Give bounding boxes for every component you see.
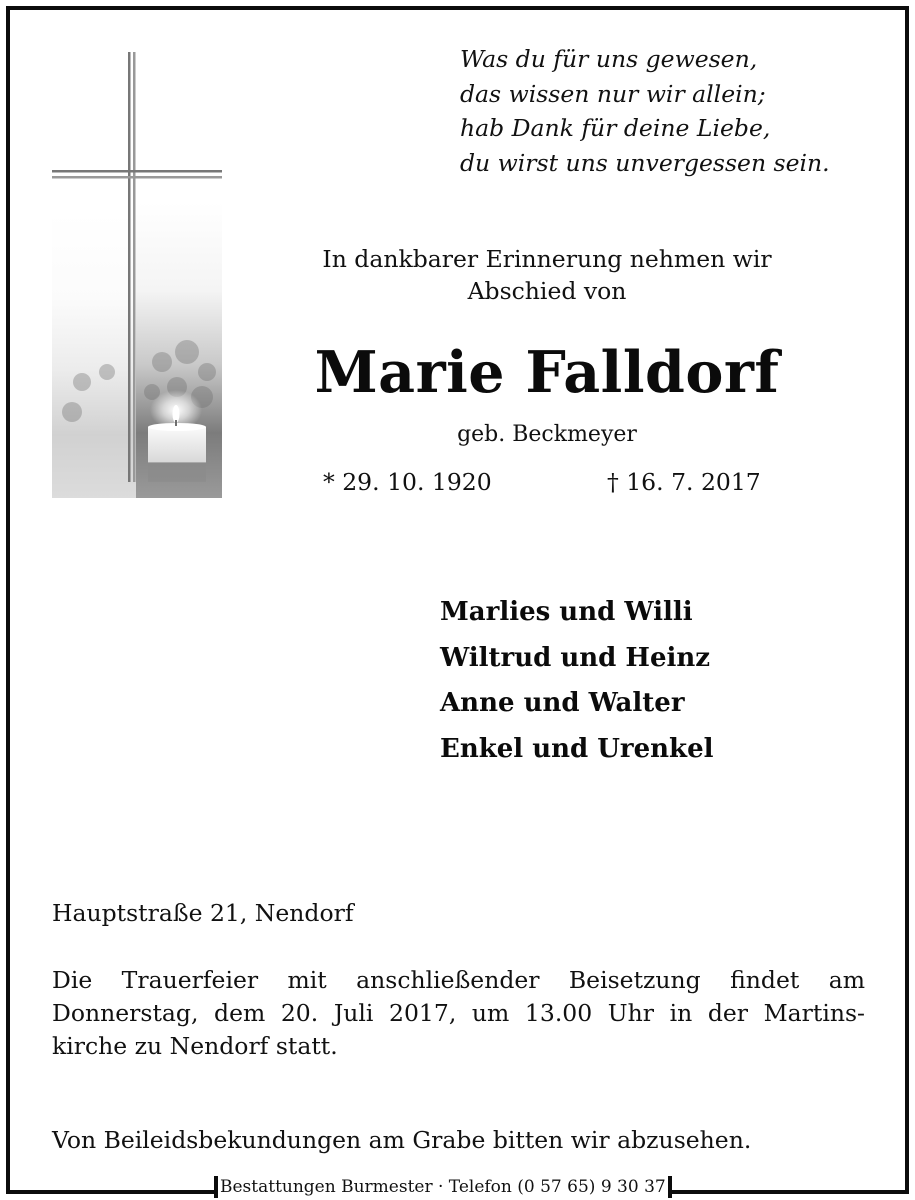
ceremony-line-1: Die Trauerfeier mit anschließender Beisetzung findet am [52,966,865,994]
cross-candle-image [52,52,222,498]
death-date: † 16. 7. 2017 [607,468,761,496]
birth-date: * 29. 10. 1920 [323,468,492,496]
poem-line: Was du für uns gewesen, [460,45,758,73]
intro-line-1: In dankbarer Erinnerung nehmen wir [322,245,772,273]
mourner-entry: Anne und Walter [440,688,685,718]
ceremony-line-2: Donnerstag, dem 20. Juli 2017, um 13.00 Uhr in der Martins- [52,999,865,1027]
mourners-list [440,590,860,772]
poem-line: das wissen nur wir allein; [460,79,766,108]
ceremony-line-3: kirche zu Nendorf statt. [52,1032,338,1060]
funeral-home-footer: Bestattungen Burmester · Telefon (0 57 65) 9 30 37 [214,1176,672,1198]
candle-icon [148,390,206,482]
address: Hauptstraße 21, Nendorf [52,899,354,927]
intro-text [260,243,834,307]
poem-line: du wirst uns unvergessen sein. [460,148,830,177]
mourner-entry: Enkel und Urenkel [440,733,714,764]
intro-line-2: Abschied von [467,277,627,305]
poem [460,42,890,180]
cross-candle-illustration [52,52,222,498]
birth-name: geb. Beckmeyer [457,422,637,447]
poem-line: hab Dank für deine Liebe, [460,114,771,142]
condolence-note: Von Beileidsbekundungen am Grabe bitten wir abzusehen. [52,1126,752,1154]
deceased-name: Marie Falldorf [314,339,780,406]
mourner-entry: Marlies und Willi [440,597,693,627]
mourner-entry: Wiltrud und Heinz [440,642,711,673]
ceremony-notice [52,964,865,1063]
